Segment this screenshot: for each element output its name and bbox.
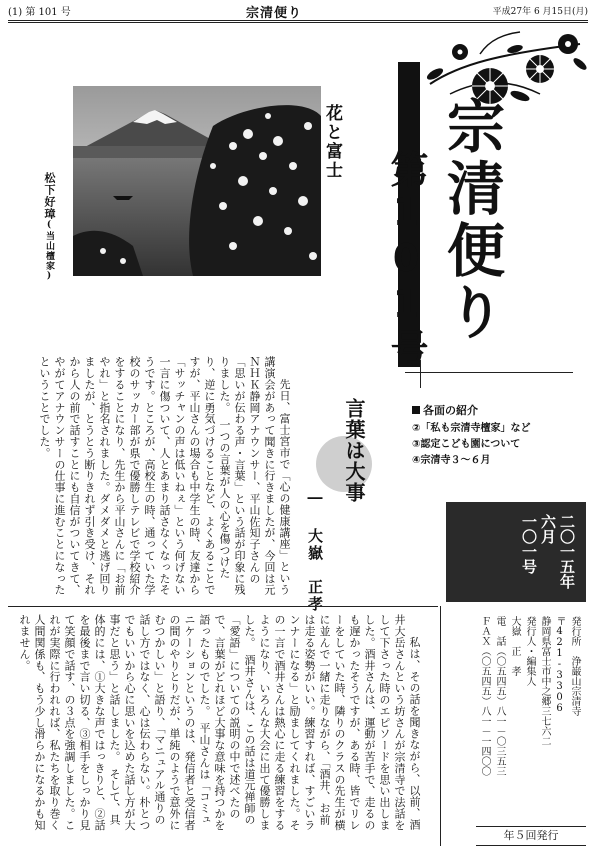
mount-fuji-photo	[73, 86, 321, 276]
article-body-top	[12, 356, 292, 596]
issue-year: 二〇一五年	[558, 514, 576, 589]
page-index	[412, 402, 582, 469]
address: 静岡県富士市中之郷三七六二	[539, 616, 550, 746]
index-item: ③認定こども園について	[412, 439, 521, 450]
article-paragraph: 先日、富士宮市で「心の健康講座」という講演会があって聞きに行きましたが、今回は元ＮＨＫ静岡アナウンサー、平山佐知子さんの「思いが伝わる声・言葉」という話が印象に残りました。 一つの言葉が人の心を傷つけたり、逆に勇気づけることなど、よくあることですが、平山さんの場合も中学生の時、友達から「サッチャンの声は低いねぇ」という何げない一言に傷ついて、人とあまり話さなくなったそうです。ところが、高校生の時、通っていた学校のサッカー部が県で優勝しテレビで学校紹介をすることになり、先生から平山さんに「お前やれ」と指名されました。ダメダメと逃げ回りましたが、とうとう断りきれず引き受け、それから人の前で話すことにも自信がついてきて、やがてアナウンサーの仕事に進むことになったということでした。	[38, 356, 291, 596]
article-body-bottom	[12, 614, 422, 836]
page-header	[8, 2, 588, 20]
issue-month: 六月	[539, 514, 557, 544]
issue-number: 一〇一号	[520, 514, 538, 574]
article-author: ― 大嶽 正孝	[306, 488, 324, 613]
article-paragraph: 私は、その話を聞きながら、以前、酒井大岳さんという坊さんが宗清寺で法話をして下さった時のエピソードを思い出しました。酒井さんは、運動が苦手で、走るのも遅かったそうですが、ある時、皆でリレーをしていた時、隣りのクラスの先生が横に並んで一緒に走りながら、「酒井、お前は走る姿勢がいい。練習すれば、すごいランナーになる」と励ましてくれました。その一言で酒井さんは熱心に走る練習をするようになり、いろんな大会に出て優勝しました。 酒井さんは、この話は道元禅師の「愛語」についての説明の中で述べたので、言葉がどれほど大事な意味を持つかを語ったものでした。 平山さんは「コミュニケーションというのは、発信者と受信者の間のやりとりだが、単純のようで意外にむつかしい」と語り、「マニュアル通りの話し方ではなく、心は伝わらない。朴とつでもいいから心に思いを込めた話し方が大事だと思う」と話しました。 そして、具体的には、①大きな声ではっきりと、②話を最後まで言い切る、③相手をしっかり見て笑顔で話す、の３点を強調しました。これが実際に行われれば、私たちを取り巻く人間関係も、もう少し滑らかになるかも知れません。	[18, 614, 421, 831]
header-rule-double	[8, 22, 588, 23]
telephone: 電 話（〇五四五）八一－〇三五三	[494, 616, 505, 776]
masthead-title: 宗清便り	[437, 96, 505, 344]
issue-date-box	[446, 502, 586, 602]
article-title: 言葉は大事	[342, 398, 366, 503]
editor-label: 発行人・編集人	[524, 616, 535, 686]
header-newsletter-name: 宗清便り	[246, 6, 303, 21]
poem-author-role: (当山檀家)	[44, 220, 54, 282]
index-heading: 各面の紹介	[412, 402, 582, 418]
colophon-text	[477, 616, 582, 828]
index-item: ②「私も宗清寺檀家」など	[412, 423, 531, 434]
masthead-vertical-rule	[420, 360, 421, 388]
publisher-name: 浄巌山宗清寺	[569, 656, 580, 716]
colophon-rule	[440, 606, 441, 846]
poem-author-name: 松下好璋	[43, 172, 56, 220]
masthead-issue-number: 第101号	[384, 150, 428, 368]
poem-author	[42, 172, 56, 282]
section-rule	[8, 606, 438, 607]
publication-frequency: 年５回発行	[476, 826, 586, 846]
square-bullet-icon	[412, 406, 420, 414]
colophon	[448, 616, 588, 830]
index-item: ④宗清寺３～６月	[412, 455, 491, 466]
postal-code: 〒421-3306	[554, 616, 565, 714]
poem-title: 花と富士	[322, 104, 342, 180]
publisher-label: 発行所	[569, 616, 580, 646]
editor-name: 大嶽 正 孝	[509, 616, 520, 676]
header-date: 平成27年 6 月15日(月)	[492, 7, 588, 17]
header-rule	[8, 20, 588, 21]
issue-date-text	[519, 514, 576, 589]
masthead-rule	[405, 372, 573, 373]
fax: ＦＡＸ（〇五四五）八一－一四〇〇	[479, 616, 490, 776]
header-issue: (1) 第 101 号	[8, 7, 71, 18]
